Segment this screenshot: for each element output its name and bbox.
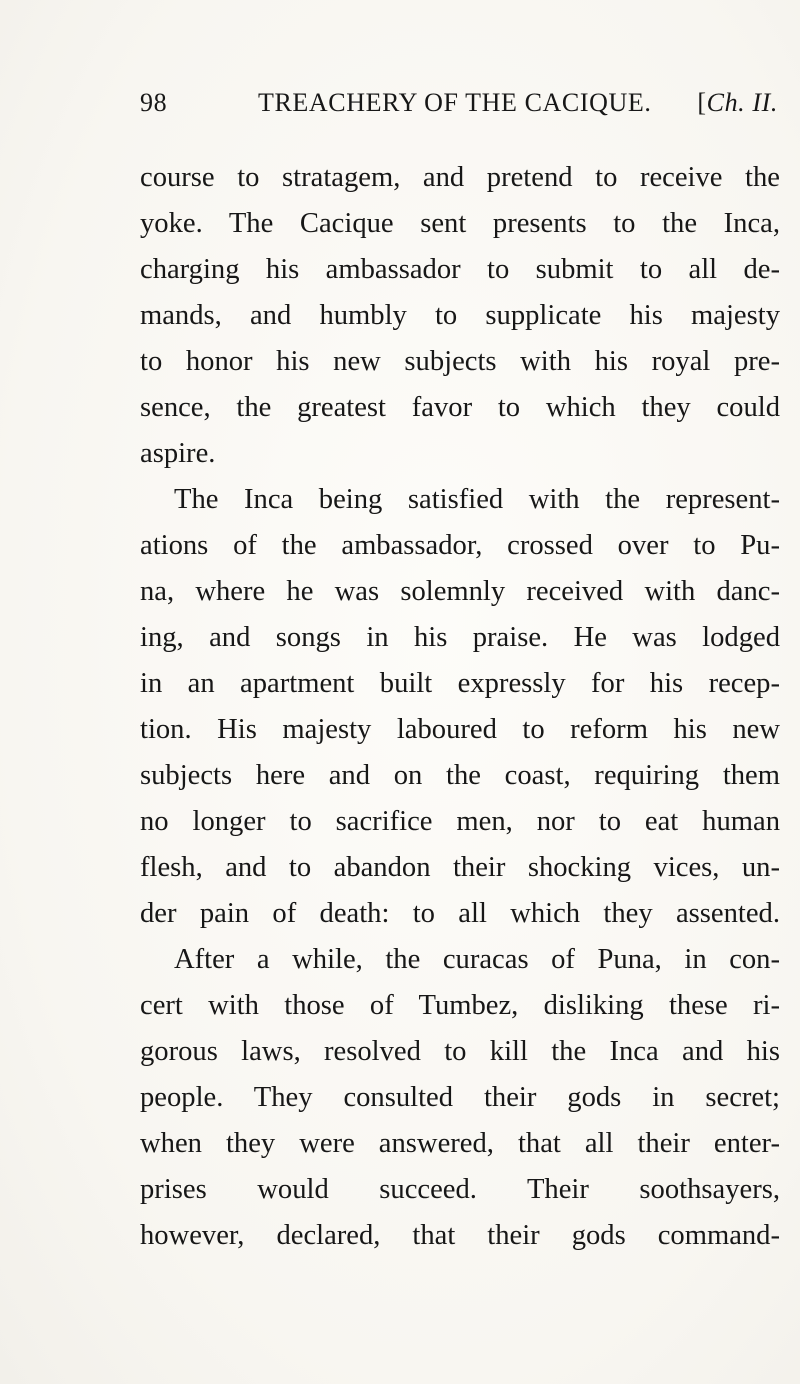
text-line: tion. His majesty laboured to reform his new <box>140 714 780 745</box>
text-line: people. They consulted their gods in secret; <box>140 1082 780 1113</box>
text-line: in an apartment built expressly for his recep- <box>140 668 780 699</box>
text-line: der pain of death: to all which they assented. <box>140 898 780 929</box>
text-line-paragraph-start: After a while, the curacas of Puna, in con- <box>174 944 780 975</box>
chapter-bracket: [ <box>697 88 707 117</box>
text-line: cert with those of Tumbez, disliking these ri- <box>140 990 780 1021</box>
text-line: no longer to sacrifice men, nor to eat human <box>140 806 780 837</box>
text-line: yoke. The Cacique sent presents to the Inca, <box>140 208 780 239</box>
text-line: mands, and humbly to supplicate his majesty <box>140 300 780 331</box>
text-line: ing, and songs in his praise. He was lodged <box>140 622 780 653</box>
page-number: 98 <box>140 88 168 117</box>
text-line: when they were answered, that all their enter- <box>140 1128 780 1159</box>
chapter-reference <box>697 88 778 118</box>
text-line: na, where he was solemnly received with danc- <box>140 576 780 607</box>
running-header <box>140 88 778 124</box>
text-line: aspire. <box>140 438 216 469</box>
text-line: subjects here and on the coast, requiring them <box>140 760 780 791</box>
text-line: prises would succeed. Their soothsayers, <box>140 1174 780 1205</box>
text-line: flesh, and to abandon their shocking vices, un- <box>140 852 780 883</box>
text-line-paragraph-start: The Inca being satisfied with the represent- <box>174 484 780 515</box>
text-line: however, declared, that their gods command- <box>140 1220 780 1251</box>
text-line: to honor his new subjects with his royal pre- <box>140 346 780 377</box>
text-line: ations of the ambassador, crossed over to Pu- <box>140 530 780 561</box>
text-line: gorous laws, resolved to kill the Inca and his <box>140 1036 780 1067</box>
body-text <box>140 155 780 1259</box>
running-title: TREACHERY OF THE CACIQUE. <box>258 88 652 117</box>
chapter-label: Ch. II. <box>706 88 778 117</box>
text-line: course to stratagem, and pretend to receive the <box>140 162 780 193</box>
text-line: sence, the greatest favor to which they could <box>140 392 780 423</box>
text-line: charging his ambassador to submit to all de- <box>140 254 780 285</box>
